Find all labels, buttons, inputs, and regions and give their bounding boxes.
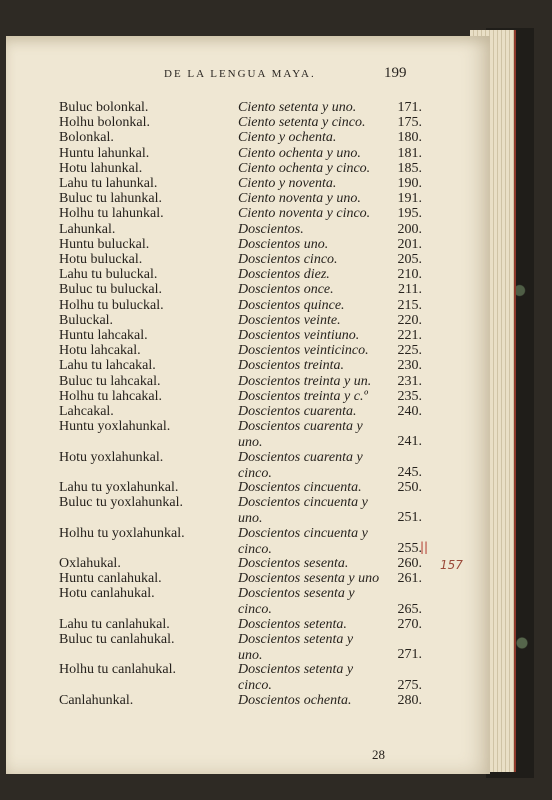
spanish-term-line: Doscientos cuarenta y	[238, 419, 363, 435]
maya-term: Buluc bolonkal.	[59, 100, 149, 115]
spanish-term-line: Doscientos setenta y	[238, 632, 354, 647]
numeral: 195.	[397, 206, 422, 222]
maya-term: Hotu lahcakal.	[59, 343, 141, 359]
spanish-term-line: uno.	[238, 511, 263, 527]
maya-term: Huntu lahcakal.	[59, 328, 148, 343]
maya-term: Huntu buluckal.	[59, 236, 150, 252]
numeral: 260.	[397, 556, 422, 571]
spanish-term-line: uno.	[238, 435, 263, 451]
maya-term: Buluckal.	[59, 312, 114, 328]
spanish-term-line: Ciento ochenta y uno.	[238, 145, 361, 161]
maya-term: Hotu canlahukal.	[59, 586, 155, 602]
maya-term: Buluc tu buluckal.	[59, 282, 163, 298]
spanish-term-line: Doscientos diez.	[238, 267, 330, 283]
spanish-term	[238, 404, 384, 420]
spanish-term	[238, 146, 384, 162]
spanish-term-line: Doscientos cuarenta.	[238, 404, 357, 419]
spanish-term	[238, 693, 384, 709]
numeral: 265.	[397, 601, 422, 617]
spanish-term-line: Doscientos sesenta y uno	[238, 571, 380, 587]
maya-term: Lahcakal.	[59, 404, 114, 419]
spanish-term-line: Doscientos uno.	[238, 236, 329, 252]
maya-term: Holhu tu canlahukal.	[59, 662, 177, 678]
running-header: DE LA LENGUA MAYA.	[164, 68, 316, 80]
maya-term: Bolonkal.	[59, 130, 114, 146]
spanish-term-line: Doscientos quince.	[238, 297, 345, 313]
spanish-term	[238, 100, 384, 116]
numeral: 215.	[397, 297, 422, 313]
spanish-term	[238, 282, 384, 298]
spanish-term-line: Doscientos setenta.	[238, 616, 347, 632]
numeral: 221.	[397, 328, 422, 343]
spanish-term-line: Doscientos treinta y c.º	[238, 388, 368, 404]
spanish-term-line: Doscientos cuarenta y	[238, 449, 363, 465]
numeral: 220.	[397, 312, 422, 328]
numeral: 210.	[397, 267, 422, 283]
spanish-term-line: Ciento ochenta y cinco.	[238, 160, 371, 176]
spanish-term	[238, 571, 384, 587]
spanish-term-line: Doscientos veintiuno.	[238, 328, 360, 343]
numeral: 270.	[397, 616, 422, 632]
spanish-term-line: Ciento noventa y uno.	[238, 191, 361, 207]
spanish-term	[238, 313, 384, 329]
spanish-term-line: Doscientos treinta y un.	[238, 373, 372, 389]
book-page	[6, 36, 490, 774]
maya-term: Holhu tu buluckal.	[59, 297, 164, 313]
spanish-term	[238, 374, 384, 390]
spanish-term-line: Doscientos sesenta.	[238, 556, 349, 571]
spanish-term	[238, 176, 384, 192]
spanish-term-line: Doscientos veinte.	[238, 312, 341, 328]
numeral: 190.	[397, 176, 422, 191]
spanish-term	[238, 358, 384, 374]
numeral: 175.	[397, 115, 422, 131]
spanish-term-line: Doscientos cincuenta y	[238, 525, 368, 541]
numeral: 235.	[397, 388, 422, 404]
spanish-term-line: Doscientos once.	[238, 282, 334, 298]
spanish-term-line: Doscientos treinta.	[238, 358, 345, 374]
numeral: 255.	[397, 540, 422, 556]
numeral: 245.	[397, 464, 422, 480]
spanish-term-line: Doscientos sesenta y	[238, 586, 355, 602]
maya-term: Holhu tu lahcakal.	[59, 388, 163, 404]
numeral: 205.	[397, 252, 422, 267]
maya-term: Holhu tu lahunkal.	[59, 206, 164, 222]
numeral: 250.	[397, 480, 422, 495]
maya-term: Hotu yoxlahunkal.	[59, 449, 164, 465]
pencil-annotation: 157	[440, 558, 463, 572]
spanish-term	[238, 526, 384, 558]
spanish-term-line: Ciento noventa y cinco.	[238, 206, 371, 222]
page-number: 199	[384, 65, 407, 81]
maya-term: Lahunkal.	[59, 221, 116, 237]
numeral: 180.	[397, 130, 422, 146]
spanish-term	[238, 267, 384, 283]
spanish-term-line: Doscientos cincuenta y	[238, 495, 368, 511]
maya-term: Holhu bolonkal.	[59, 115, 150, 131]
maya-term: Oxlahukal.	[59, 556, 121, 571]
spanish-term-line: cinco.	[238, 678, 272, 694]
maya-term: Lahu tu lahcakal.	[59, 358, 156, 374]
numeral: 211.	[398, 282, 422, 298]
spanish-term	[238, 237, 384, 253]
numeral: 275.	[397, 677, 422, 693]
maya-term: Hotu buluckal.	[59, 252, 143, 267]
numeral: 185.	[397, 160, 422, 176]
spanish-term	[238, 495, 384, 527]
signature-mark: 28	[372, 747, 385, 762]
maya-term: Lahu tu lahunkal.	[59, 176, 158, 191]
maya-term: Buluc tu canlahukal.	[59, 632, 175, 647]
maya-term: Lahu tu canlahukal.	[59, 616, 170, 632]
spanish-term-line: Doscientos setenta y	[238, 662, 354, 678]
maya-term: Huntu lahunkal.	[59, 145, 150, 161]
spanish-term-line: Ciento setenta y cinco.	[238, 115, 366, 131]
spanish-term-line: cinco.	[238, 602, 272, 618]
spanish-term	[238, 206, 384, 222]
spanish-term	[238, 252, 384, 268]
numeral: 231.	[397, 373, 422, 389]
spanish-term	[238, 419, 384, 451]
numeral: 271.	[397, 647, 422, 663]
numeral: 200.	[397, 221, 422, 237]
spanish-term-line: Doscientos.	[238, 221, 304, 237]
maya-term: Huntu canlahukal.	[59, 571, 162, 587]
spanish-term	[238, 130, 384, 146]
spanish-term-line: Doscientos cincuenta.	[238, 480, 362, 495]
spanish-term-line: Doscientos ochenta.	[238, 692, 352, 708]
spanish-term-line: cinco.	[238, 541, 272, 557]
spanish-term	[238, 480, 384, 496]
numeral: 280.	[397, 692, 422, 708]
maya-term: Huntu yoxlahunkal.	[59, 419, 171, 435]
spanish-term	[238, 328, 384, 344]
spanish-term-line: Ciento y noventa.	[238, 176, 337, 191]
spanish-term-line: Ciento setenta y uno.	[238, 100, 357, 115]
spanish-term	[238, 450, 384, 482]
numeral: 225.	[397, 343, 422, 359]
numeral: 181.	[397, 145, 422, 161]
spanish-term	[238, 586, 384, 618]
spanish-term	[238, 617, 384, 633]
numeral: 241.	[397, 434, 422, 450]
spanish-term	[238, 191, 384, 207]
spanish-term	[238, 115, 384, 131]
numeral: 230.	[397, 358, 422, 374]
maya-term: Canlahunkal.	[59, 692, 134, 708]
maya-term: Buluc tu yoxlahunkal.	[59, 495, 184, 511]
numeral: 251.	[397, 510, 422, 526]
spanish-term-line: Doscientos veinticinco.	[238, 343, 369, 359]
spanish-term	[238, 662, 384, 694]
maya-term: Hotu lahunkal.	[59, 160, 143, 176]
spanish-term	[238, 389, 384, 405]
spanish-term	[238, 298, 384, 314]
spanish-term	[238, 161, 384, 177]
maya-term: Lahu tu buluckal.	[59, 267, 158, 283]
red-margin-mark: ||	[420, 540, 429, 554]
numeral: 191.	[397, 191, 422, 207]
numeral: 201.	[397, 236, 422, 252]
spanish-term-line: Ciento y ochenta.	[238, 130, 337, 146]
numeral: 261.	[397, 571, 422, 587]
maya-term: Buluc tu lahcakal.	[59, 373, 161, 389]
spanish-term-line: uno.	[238, 648, 263, 663]
spanish-term	[238, 632, 384, 664]
maya-term: Holhu tu yoxlahunkal.	[59, 525, 185, 541]
numeral: 240.	[397, 404, 422, 419]
spanish-term	[238, 222, 384, 238]
maya-term: Lahu tu yoxlahunkal.	[59, 480, 179, 495]
spanish-term	[238, 343, 384, 359]
numeral: 171.	[397, 100, 422, 115]
spanish-term-line: Doscientos cinco.	[238, 252, 338, 267]
spanish-term-line: cinco.	[238, 465, 272, 481]
maya-term: Buluc tu lahunkal.	[59, 191, 163, 207]
spanish-term	[238, 556, 384, 572]
